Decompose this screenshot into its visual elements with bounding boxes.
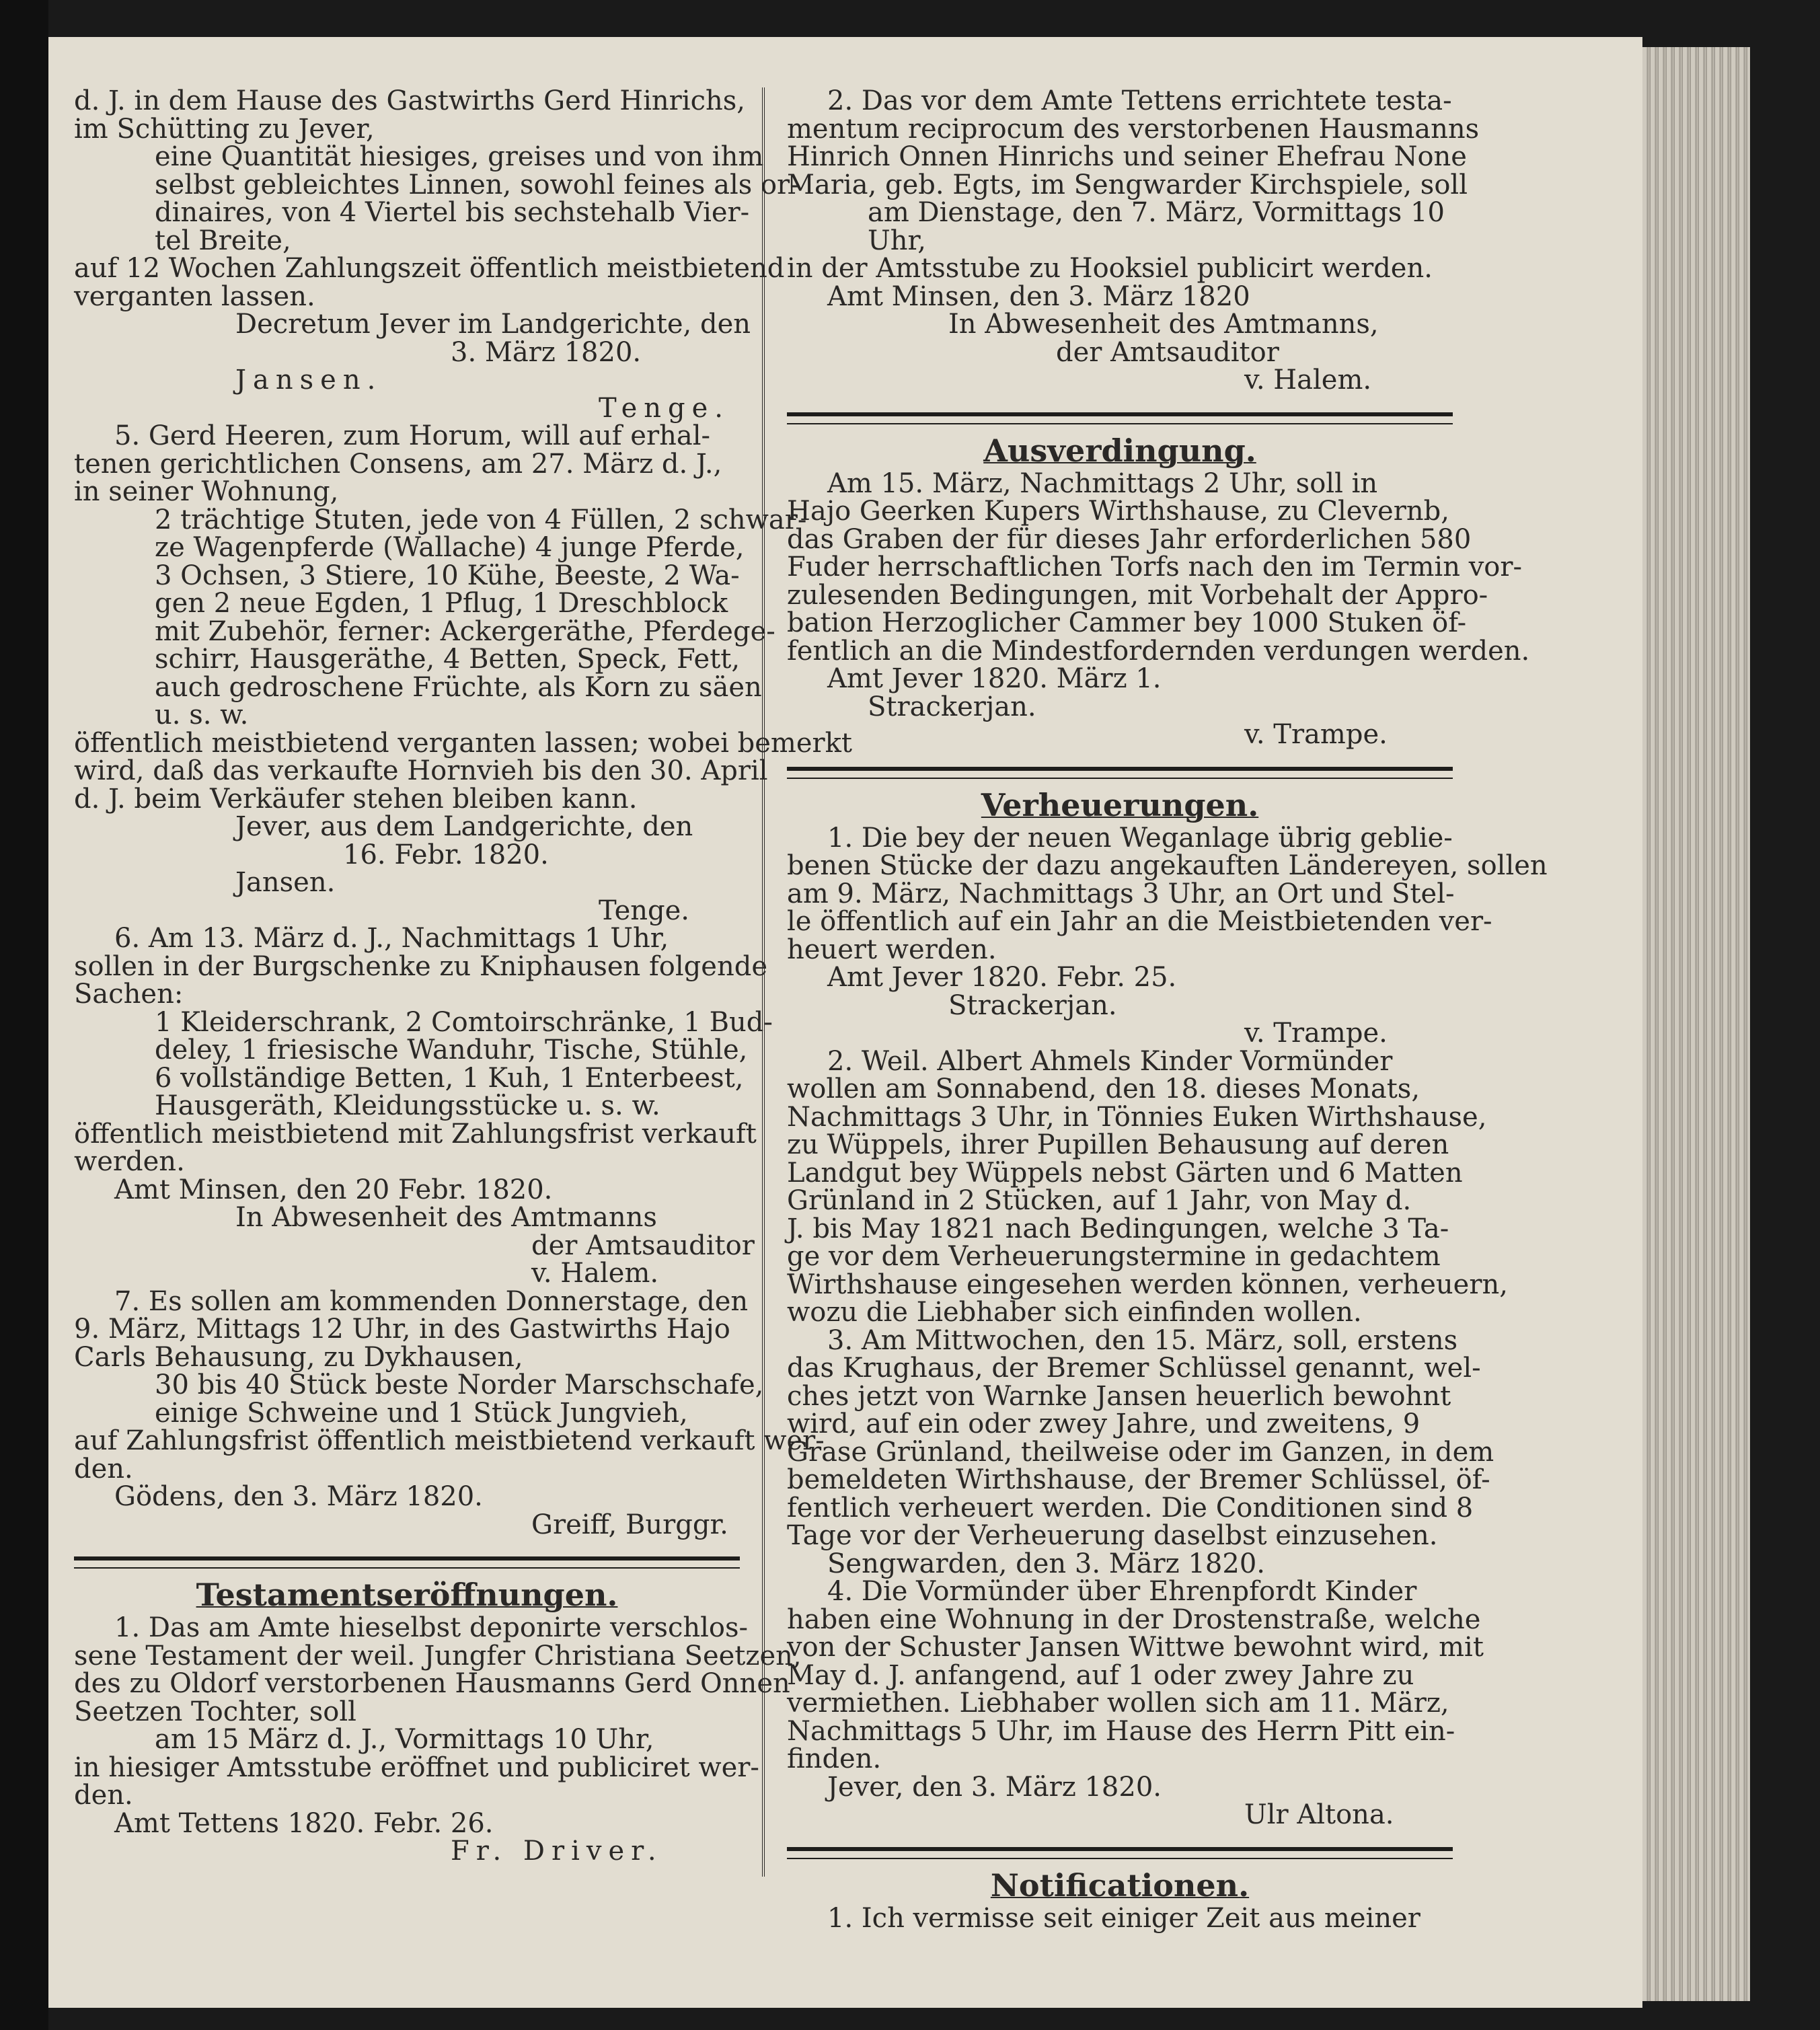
- text-line: 1. Das am Amte hieselbst deponirte verschlos-: [114, 1612, 749, 1643]
- text-line: wird, daß das verkaufte Hornvieh bis den 30. April: [74, 755, 768, 786]
- text-line: Amt Minsen, den 3. März 1820: [827, 280, 1250, 312]
- text-line: 6 vollständige Betten, 1 Kuh, 1 Enterbeest,: [155, 1062, 744, 1094]
- text-line: zulesenden Bedingungen, mit Vorbehalt der Appro-: [787, 579, 1488, 611]
- text-line: Landgut bey Wüppels nebst Gärten und 6 Matten: [787, 1157, 1463, 1189]
- text-line: 3. Am Mittwochen, den 15. März, soll, erstens: [827, 1324, 1458, 1356]
- text-line: im Schütting zu Jever,: [74, 113, 375, 145]
- text-line: May d. J. anfangend, auf 1 oder zwey Jahre zu: [787, 1659, 1414, 1691]
- text-line: benen Stücke der dazu angekauften Ländereyen, sollen: [787, 850, 1548, 881]
- text-line: Amt Minsen, den 20 Febr. 1820.: [114, 1174, 553, 1205]
- text-line: Uhr,: [868, 225, 926, 256]
- text-line: tenen gerichtlichen Consens, am 27. März d. J.,: [74, 448, 722, 480]
- text-line: 1 Kleiderschrank, 2 Comtoirschränke, 1 Bud-: [155, 1006, 773, 1038]
- text-line: gen 2 neue Egden, 1 Pflug, 1 Dreschblock: [155, 588, 728, 619]
- text-line: schirr, Hausgeräthe, 4 Betten, Speck, Fett,: [155, 644, 741, 675]
- text-line: Jever, aus dem Landgerichte, den: [235, 811, 693, 842]
- section-rule: [787, 412, 1453, 424]
- text-line: Seetzen Tochter, soll: [74, 1696, 356, 1727]
- text-line: Hinrich Onnen Hinrichs und seiner Ehefrau None: [787, 141, 1467, 172]
- text-line: 6. Am 13. März d. J., Nachmittags 1 Uhr,: [114, 923, 669, 954]
- text-line: Grünland in 2 Stücken, auf 1 Jahr, von May d.: [787, 1185, 1412, 1216]
- text-line: selbst gebleichtes Linnen, sowohl feines als or-: [155, 169, 799, 200]
- text-line: 1. Ich vermisse seit einiger Zeit aus meiner: [827, 1902, 1420, 1934]
- text-line: v. Trampe.: [1244, 719, 1388, 750]
- text-line: Decretum Jever im Landgerichte, den: [235, 309, 751, 340]
- text-line: 9. März, Mittags 12 Uhr, in des Gastwirths Hajo: [74, 1314, 730, 1345]
- text-line: den.: [74, 1780, 133, 1811]
- text-line: von der Schuster Jansen Wittwe bewohnt wird, mit: [787, 1632, 1484, 1663]
- text-line: zu Wüppels, ihrer Pupillen Behausung auf deren: [787, 1129, 1449, 1160]
- text-line: 3 Ochsen, 3 Stiere, 10 Kühe, Beeste, 2 Wa-: [155, 560, 740, 591]
- text-line: le öffentlich auf ein Jahr an die Meistbietenden ver-: [787, 906, 1492, 937]
- text-line: 1. Die bey der neuen Weganlage übrig geblie-: [827, 822, 1453, 854]
- text-line: In Abwesenheit des Amtmanns,: [948, 309, 1379, 340]
- text-line: Amt Jever 1820. März 1.: [827, 663, 1162, 694]
- text-line: auf Zahlungsfrist öffentlich meistbietend verkauft wer-: [74, 1425, 825, 1456]
- text-line: eine Quantität hiesiges, greises und von ihm: [155, 141, 764, 172]
- text-line: verganten lassen.: [74, 280, 315, 312]
- text-line: Sengwarden, den 3. März 1820.: [827, 1548, 1265, 1579]
- text-line: finden.: [787, 1743, 882, 1774]
- text-line: u. s. w.: [155, 700, 249, 730]
- text-line: mentum reciprocum des verstorbenen Hausmanns: [787, 113, 1480, 145]
- text-line: Jever, den 3. März 1820.: [827, 1771, 1162, 1803]
- text-line: Hajo Geerken Kupers Wirthshause, zu Clevernb,: [787, 496, 1449, 527]
- text-line: Grase Grünland, theilweise oder im Ganzen, in dem: [787, 1436, 1494, 1468]
- text-line: ze Wagenpferde (Wallache) 4 junge Pferde,: [155, 532, 745, 563]
- text-line: vermiethen. Liebhaber wollen sich am 11. März,: [787, 1688, 1449, 1719]
- text-line: deley, 1 friesische Wanduhr, Tische, Stühle,: [155, 1035, 748, 1065]
- text-line: Nachmittags 5 Uhr, im Hause des Herrn Pitt ein-: [787, 1715, 1455, 1747]
- text-line: am 9. März, Nachmittags 3 Uhr, an Ort und Stel-: [787, 878, 1455, 909]
- text-line: mit Zubehör, ferner: Ackergeräthe, Pferdege-: [155, 615, 775, 647]
- text-line: wird, auf ein oder zwey Jahre, und zweitens, 9: [787, 1408, 1420, 1439]
- text-line: öffentlich meistbietend mit Zahlungsfrist verkauft: [74, 1118, 757, 1150]
- text-line: 7. Es sollen am kommenden Donnerstage, den: [114, 1285, 749, 1317]
- text-line: Ulr Altona.: [1244, 1799, 1394, 1830]
- text-line: Carls Behausung, zu Dykhausen,: [74, 1341, 523, 1373]
- text-line: ches jetzt von Warnke Jansen heuerlich bewohnt: [787, 1380, 1451, 1412]
- text-line: am 15 März d. J., Vormittags 10 Uhr,: [155, 1724, 654, 1755]
- text-line: Jansen.: [235, 365, 383, 396]
- text-line: haben eine Wohnung in der Drostenstraße, welche: [787, 1604, 1481, 1635]
- text-line: bation Herzoglicher Cammer bey 1000 Stuken öf-: [787, 607, 1467, 638]
- text-line: Greiff, Burggr.: [531, 1509, 728, 1540]
- section-heading: Notificationen.: [990, 1867, 1250, 1904]
- text-line: Sachen:: [74, 979, 184, 1010]
- text-line: Hausgeräth, Kleidungsstücke u. s. w.: [155, 1090, 660, 1121]
- text-line: tel Breite,: [155, 225, 291, 256]
- text-line: 4. Die Vormünder über Ehrenpfordt Kinder: [827, 1576, 1417, 1607]
- section-rule: [74, 1556, 740, 1569]
- text-line: wollen am Sonnabend, den 18. dieses Monats,: [787, 1074, 1420, 1104]
- text-line: Tage vor der Verheuerung daselbst einzusehen.: [787, 1520, 1438, 1551]
- text-line: 2 trächtige Stuten, jede von 4 Füllen, 2 schwar-: [155, 504, 807, 535]
- text-line: auf 12 Wochen Zahlungszeit öffentlich meistbietend: [74, 253, 785, 284]
- text-line: der Amtsauditor: [531, 1230, 755, 1261]
- right-column: [787, 85, 1548, 1934]
- text-line: werden.: [74, 1146, 185, 1177]
- text-line: auch gedroschene Früchte, als Korn zu säen: [155, 671, 762, 703]
- text-line: Fuder herrschaftlichen Torfs nach den im Termin vor-: [787, 552, 1523, 582]
- section-rule: [787, 767, 1453, 779]
- text-line: öffentlich meistbietend verganten lassen; wobei bemerkt: [74, 727, 852, 759]
- text-line: einige Schweine und 1 Stück Jungvieh,: [155, 1397, 688, 1429]
- text-line: v. Halem.: [531, 1258, 659, 1289]
- text-line: d. J. in dem Hause des Gastwirths Gerd Hinrichs,: [74, 85, 745, 116]
- section-heading: Verheuerungen.: [981, 786, 1259, 823]
- text-line: J. bis May 1821 nach Bedingungen, welche 3 Ta-: [787, 1213, 1449, 1244]
- text-line: des zu Oldorf verstorbenen Hausmanns Gerd Onnen: [74, 1668, 790, 1699]
- text-line: In Abwesenheit des Amtmanns: [235, 1202, 657, 1233]
- text-line: 16. Febr. 1820.: [343, 839, 549, 870]
- text-line: d. J. beim Verkäufer stehen bleiben kann.: [74, 783, 638, 815]
- text-line: den.: [74, 1453, 133, 1484]
- text-line: in der Amtsstube zu Hooksiel publicirt werden.: [787, 253, 1433, 284]
- text-line: Gödens, den 3. März 1820.: [114, 1481, 483, 1512]
- text-line: Amt Jever 1820. Febr. 25.: [827, 962, 1177, 993]
- text-line: Strackerjan.: [948, 989, 1117, 1021]
- text-line: das Krughaus, der Bremer Schlüssel genannt, wel-: [787, 1353, 1481, 1384]
- text-line: der Amtsauditor: [1056, 336, 1279, 368]
- text-line: 30 bis 40 Stück beste Norder Marschschafe,: [155, 1369, 764, 1400]
- text-line: das Graben der für dieses Jahr erforderlichen 580: [787, 523, 1472, 555]
- text-line: ge vor dem Verheuerungstermine in gedachtem: [787, 1241, 1441, 1272]
- section-rule: [787, 1847, 1453, 1859]
- text-line: 2. Das vor dem Amte Tettens errichtete testa-: [827, 85, 1452, 116]
- text-line: Nachmittags 3 Uhr, in Tönnies Euken Wirthshause,: [787, 1101, 1487, 1133]
- text-line: Tenge.: [599, 392, 730, 424]
- text-line: v. Trampe.: [1244, 1018, 1388, 1049]
- text-line: in hiesiger Amtsstube eröffnet und publiciret wer-: [74, 1752, 759, 1783]
- text-line: 3. März 1820.: [451, 336, 642, 368]
- text-line: fentlich an die Mindestfordernden verdungen werden.: [787, 635, 1530, 667]
- section-heading: Ausverdingung.: [983, 432, 1256, 469]
- text-line: 5. Gerd Heeren, zum Horum, will auf erhal-: [114, 420, 711, 451]
- text-line: Am 15. März, Nachmittags 2 Uhr, soll in: [827, 467, 1378, 499]
- text-line: Maria, geb. Egts, im Sengwarder Kirchspiele, soll: [787, 169, 1468, 200]
- column-separator: [762, 87, 765, 1877]
- text-line: dinaires, von 4 Viertel bis sechstehalb Vier-: [155, 197, 750, 228]
- text-line: am Dienstage, den 7. März, Vormittags 10: [868, 197, 1445, 228]
- text-line: bemeldeten Wirthshause, der Bremer Schlüssel, öf-: [787, 1464, 1490, 1495]
- text-line: Tenge.: [599, 895, 689, 926]
- section-heading: Testamentseröffnungen.: [196, 1577, 618, 1613]
- text-line: Fr. Driver.: [451, 1836, 663, 1867]
- text-line: sollen in der Burgschenke zu Kniphausen folgende: [74, 950, 767, 982]
- text-line: Strackerjan.: [868, 691, 1036, 722]
- text-line: Amt Tettens 1820. Febr. 26.: [114, 1807, 494, 1839]
- text-line: wozu die Liebhaber sich einfinden wollen.: [787, 1297, 1362, 1328]
- text-line: heuert werden.: [787, 934, 997, 965]
- text-line: 2. Weil. Albert Ahmels Kinder Vormünder: [827, 1045, 1393, 1077]
- page-edges: [1642, 47, 1750, 2001]
- text-line: Jansen.: [235, 867, 336, 898]
- text-line: sene Testament der weil. Jungfer Christiana Seetzen,: [74, 1640, 802, 1671]
- text-line: in seiner Wohnung,: [74, 476, 339, 507]
- text-line: v. Halem.: [1244, 365, 1372, 396]
- text-line: Wirthshause eingesehen werden können, verheuern,: [787, 1269, 1508, 1300]
- text-line: fentlich verheuert werden. Die Conditionen sind 8: [787, 1492, 1474, 1524]
- binding-shadow: [0, 0, 48, 2030]
